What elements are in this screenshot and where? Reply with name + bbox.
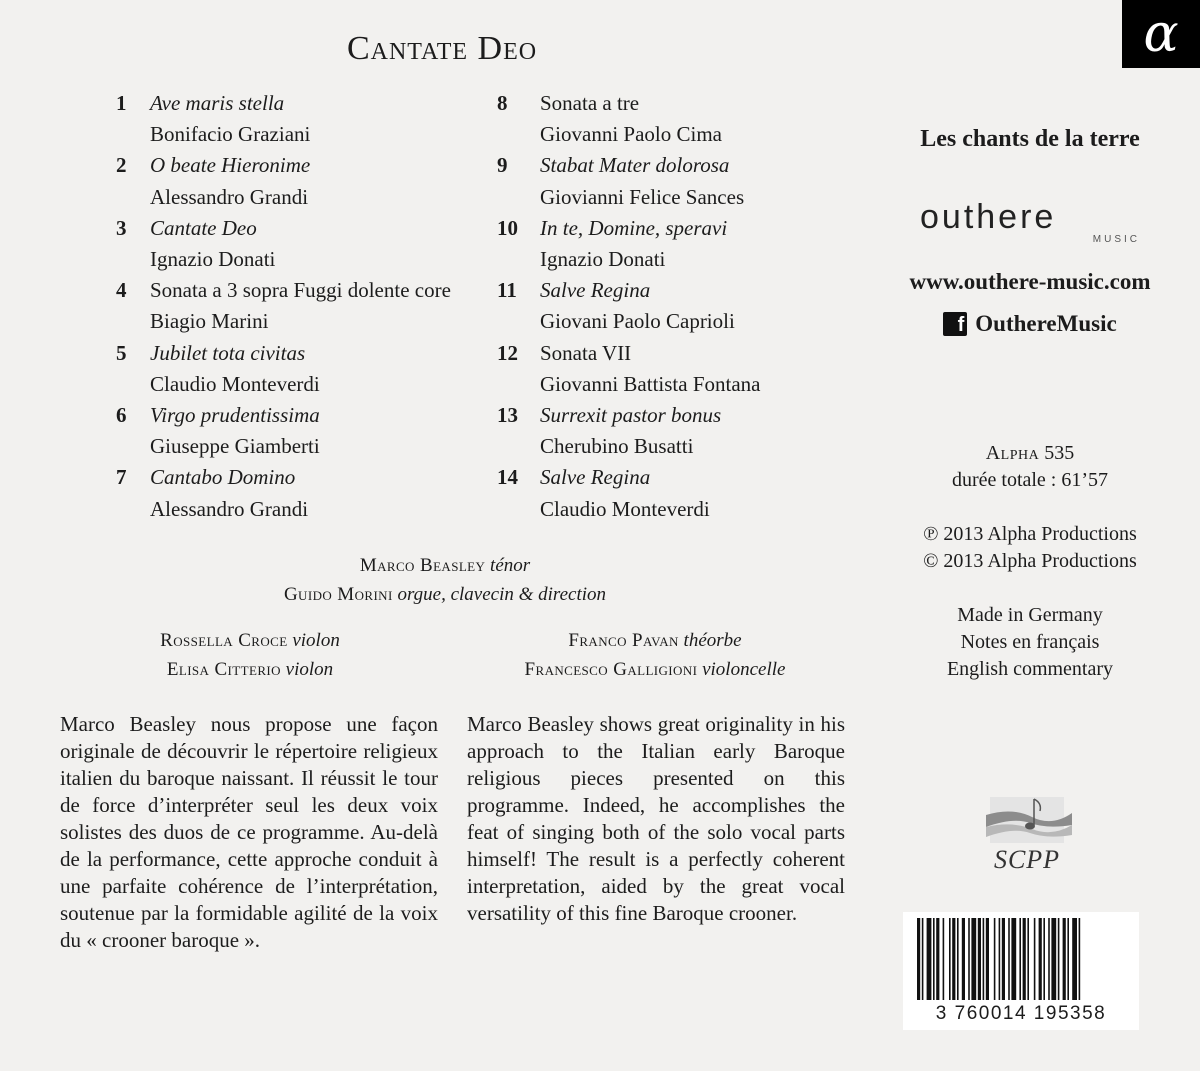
facebook-icon: f <box>943 312 967 336</box>
track-title-line <box>116 275 486 306</box>
track-item <box>116 462 486 524</box>
track-number: 8 <box>497 91 508 115</box>
track-title-line <box>497 400 877 431</box>
track-title: Virgo prudentissima <box>150 402 320 427</box>
performer-line <box>120 626 380 655</box>
series-name: Les chants de la terre <box>920 126 1140 152</box>
track-item <box>497 400 877 462</box>
track-title-line <box>497 275 877 306</box>
track-title: Salve Regina <box>540 465 651 490</box>
track-item <box>497 213 877 275</box>
barcode-bar <box>1019 918 1021 1002</box>
barcode-bar <box>1011 918 1016 1002</box>
facebook-link[interactable] <box>880 311 1180 337</box>
track-title-line <box>116 150 486 181</box>
performer-line <box>120 655 380 684</box>
scpp-logo-text: SCPP <box>993 845 1061 874</box>
barcode-bar <box>999 918 1001 1002</box>
note-line: Made in Germany <box>957 604 1103 626</box>
performer-name: Guido Morini <box>283 584 393 605</box>
performers-left <box>120 626 380 684</box>
track-composer: Giovani Paolo Caprioli <box>540 309 735 334</box>
production-notes <box>880 602 1180 683</box>
catalog-num: 535 <box>1044 442 1075 464</box>
track-number: 9 <box>497 153 508 178</box>
barcode-bar <box>1002 918 1005 1002</box>
performer-line <box>130 551 760 580</box>
track-title-line <box>497 338 877 369</box>
performer-name: Elisa Citterio <box>166 659 281 680</box>
performer-line <box>490 655 820 684</box>
track-title: In te, Domine, speravi <box>540 215 728 240</box>
track-number: 5 <box>116 340 127 365</box>
track-composer: Biagio Marini <box>150 309 269 334</box>
track-title-line <box>497 88 877 119</box>
track-composer: Claudio Monteverdi <box>150 371 320 396</box>
track-title-line <box>116 338 486 369</box>
performer-role: violon <box>285 659 334 680</box>
track-composer: Ignazio Donati <box>150 246 276 271</box>
barcode-bar <box>1063 918 1066 1002</box>
track-title: Sonata VII <box>540 340 632 365</box>
track-title-line <box>116 462 486 493</box>
track-number: 7 <box>116 465 127 490</box>
phonographic-copyright: ℗ 2013 Alpha Productions <box>923 523 1137 545</box>
copyright-notice: © 2013 Alpha Productions <box>923 550 1137 572</box>
catalog-info <box>880 440 1180 494</box>
track-number: 14 <box>497 465 518 490</box>
catalog-number <box>880 440 1180 467</box>
performer-role: orgue, clavecin & direction <box>397 584 607 605</box>
barcode-bar <box>1008 918 1010 1002</box>
track-composer: Bonifacio Graziani <box>150 122 311 147</box>
track-title-line <box>497 462 877 493</box>
track-title-line <box>116 88 486 119</box>
scpp-note-head <box>1025 823 1035 830</box>
outhere-logo-subtitle: MUSIC <box>1092 234 1140 245</box>
barcode-bar <box>1023 918 1026 1002</box>
track-composer: Cherubino Busatti <box>540 434 694 459</box>
barcode-bar <box>1027 918 1029 1002</box>
barcode-bar <box>978 918 981 1002</box>
track-number: 4 <box>116 278 127 303</box>
barcode-bar <box>943 918 945 1002</box>
track-item <box>497 462 877 524</box>
track-composer: Alessandro Grandi <box>150 184 309 209</box>
track-number: 3 <box>116 215 127 240</box>
note-line: Notes en français <box>960 631 1100 653</box>
barcode-bar <box>986 918 989 1002</box>
track-number: 2 <box>116 153 127 178</box>
track-number: 10 <box>497 215 518 240</box>
track-title: Ave maris stella <box>150 91 285 115</box>
barcode-bar <box>983 918 985 1002</box>
track-composer: Claudio Monteverdi <box>540 496 710 521</box>
facebook-name: OuthereMusic <box>975 311 1117 336</box>
performer-role: violon <box>292 630 340 651</box>
description-french: Marco Beasley nous propose une façon originale de découvrir le répertoire religieux italien du baroque naissant. Il réussit le tour de force d’interpréter seul les deux voix solistes des duos de ce programme. Au-delà de la performance, cette approche conduit à une parfaite cohérence de l’interprétation, soutenue par la formidable agilité de la voix du « crooner baroque ». <box>60 712 438 952</box>
barcode-bar <box>927 918 932 1002</box>
tracklist-right <box>497 88 877 525</box>
track-title-line <box>497 213 877 244</box>
track-item <box>497 150 877 212</box>
track-composer: Giovianni Felice Sances <box>540 184 745 209</box>
track-title: Jubilet tota civitas <box>150 340 306 365</box>
track-title-line <box>497 150 877 181</box>
barcode-bar <box>949 918 951 1002</box>
barcode-bar <box>952 918 955 1002</box>
outhere-logo <box>880 200 1180 247</box>
barcode-bar <box>933 918 935 1002</box>
barcode-bar <box>936 918 939 1002</box>
barcode-bar <box>1067 918 1069 1002</box>
track-title: Cantabo Domino <box>150 465 296 490</box>
album-title: Cantate Deo <box>346 30 538 67</box>
track-title: Salve Regina <box>540 278 651 303</box>
tracklist-left <box>116 88 486 525</box>
track-item <box>116 150 486 212</box>
performer-name: Francesco Galligioni <box>524 659 698 680</box>
barcode-bar <box>962 918 965 1002</box>
track-item <box>497 275 877 337</box>
performer-role: ténor <box>490 555 531 576</box>
barcode-bar <box>971 918 976 1002</box>
track-item <box>116 213 486 275</box>
track-title: Sonata a tre <box>540 91 640 115</box>
performer-line <box>130 580 760 609</box>
track-number: 6 <box>116 402 127 427</box>
website-link[interactable]: www.outhere-music.com <box>909 269 1151 294</box>
track-item <box>116 400 486 462</box>
performer-name: Marco Beasley <box>359 555 486 576</box>
track-number: 1 <box>116 91 127 115</box>
main-performers <box>130 551 760 609</box>
barcode-bar <box>1039 918 1042 1002</box>
total-duration: durée totale : 61’57 <box>951 469 1109 491</box>
track-item <box>116 275 486 337</box>
barcode-bar <box>1034 918 1036 1002</box>
performer-role: violoncelle <box>702 659 786 680</box>
copyright-block <box>880 521 1180 575</box>
description-english: Marco Beasley shows great originality in his approach to the Italian early Baroque religious pieces presented on this programme. Indeed, he accomplishes the feat of singing both of the solo vocal parts himself! The result is a perfectly coherent interpretation, aided by the great vocal versatility of this fine Baroque crooner. <box>467 712 845 925</box>
track-title: Cantate Deo <box>150 215 257 240</box>
track-title: Surrexit pastor bonus <box>540 402 722 427</box>
track-composer: Giovanni Paolo Cima <box>540 122 722 147</box>
track-item <box>116 338 486 400</box>
track-item <box>497 338 877 400</box>
note-line: English commentary <box>946 658 1114 680</box>
performer-name: Rossella Croce <box>160 630 288 651</box>
track-title-line <box>116 400 486 431</box>
track-item <box>116 88 486 150</box>
barcode-bar <box>1072 918 1077 1002</box>
performer-line <box>490 626 820 655</box>
barcode-bar <box>917 918 920 1002</box>
track-composer: Alessandro Grandi <box>150 496 309 521</box>
outhere-logo-word: outhere <box>920 198 1057 236</box>
track-title: Stabat Mater dolorosa <box>540 153 730 178</box>
barcode-bar <box>1043 918 1045 1002</box>
track-title-line <box>116 213 486 244</box>
barcode-bar <box>968 918 970 1002</box>
barcode-bar <box>994 918 996 1002</box>
track-composer: Ignazio Donati <box>540 246 666 271</box>
track-composer: Giuseppe Giamberti <box>150 434 320 459</box>
alpha-logo <box>1122 0 1200 68</box>
alpha-logo-glyph: α <box>1143 4 1179 64</box>
track-title: Sonata a 3 sopra Fuggi dolente core <box>150 278 451 303</box>
performers-right <box>490 626 820 684</box>
catalog-label: Alpha <box>985 442 1040 464</box>
barcode-bar <box>922 918 924 1002</box>
performer-name: Franco Pavan <box>568 630 679 651</box>
track-number: 13 <box>497 402 518 427</box>
barcode-bar <box>1079 918 1081 1002</box>
barcode-bar <box>1058 918 1060 1002</box>
track-number: 11 <box>497 278 517 303</box>
performer-role: théorbe <box>683 630 742 651</box>
track-title: O beate Hieronime <box>150 153 311 178</box>
track-item <box>497 88 877 150</box>
track-number: 12 <box>497 340 518 365</box>
barcode-bar <box>1051 918 1056 1002</box>
barcode-number: 3 760014 195358 <box>903 1000 1139 1028</box>
barcode-bar <box>957 918 959 1002</box>
track-composer: Giovanni Battista Fontana <box>540 371 761 396</box>
barcode-bar <box>1048 918 1050 1002</box>
